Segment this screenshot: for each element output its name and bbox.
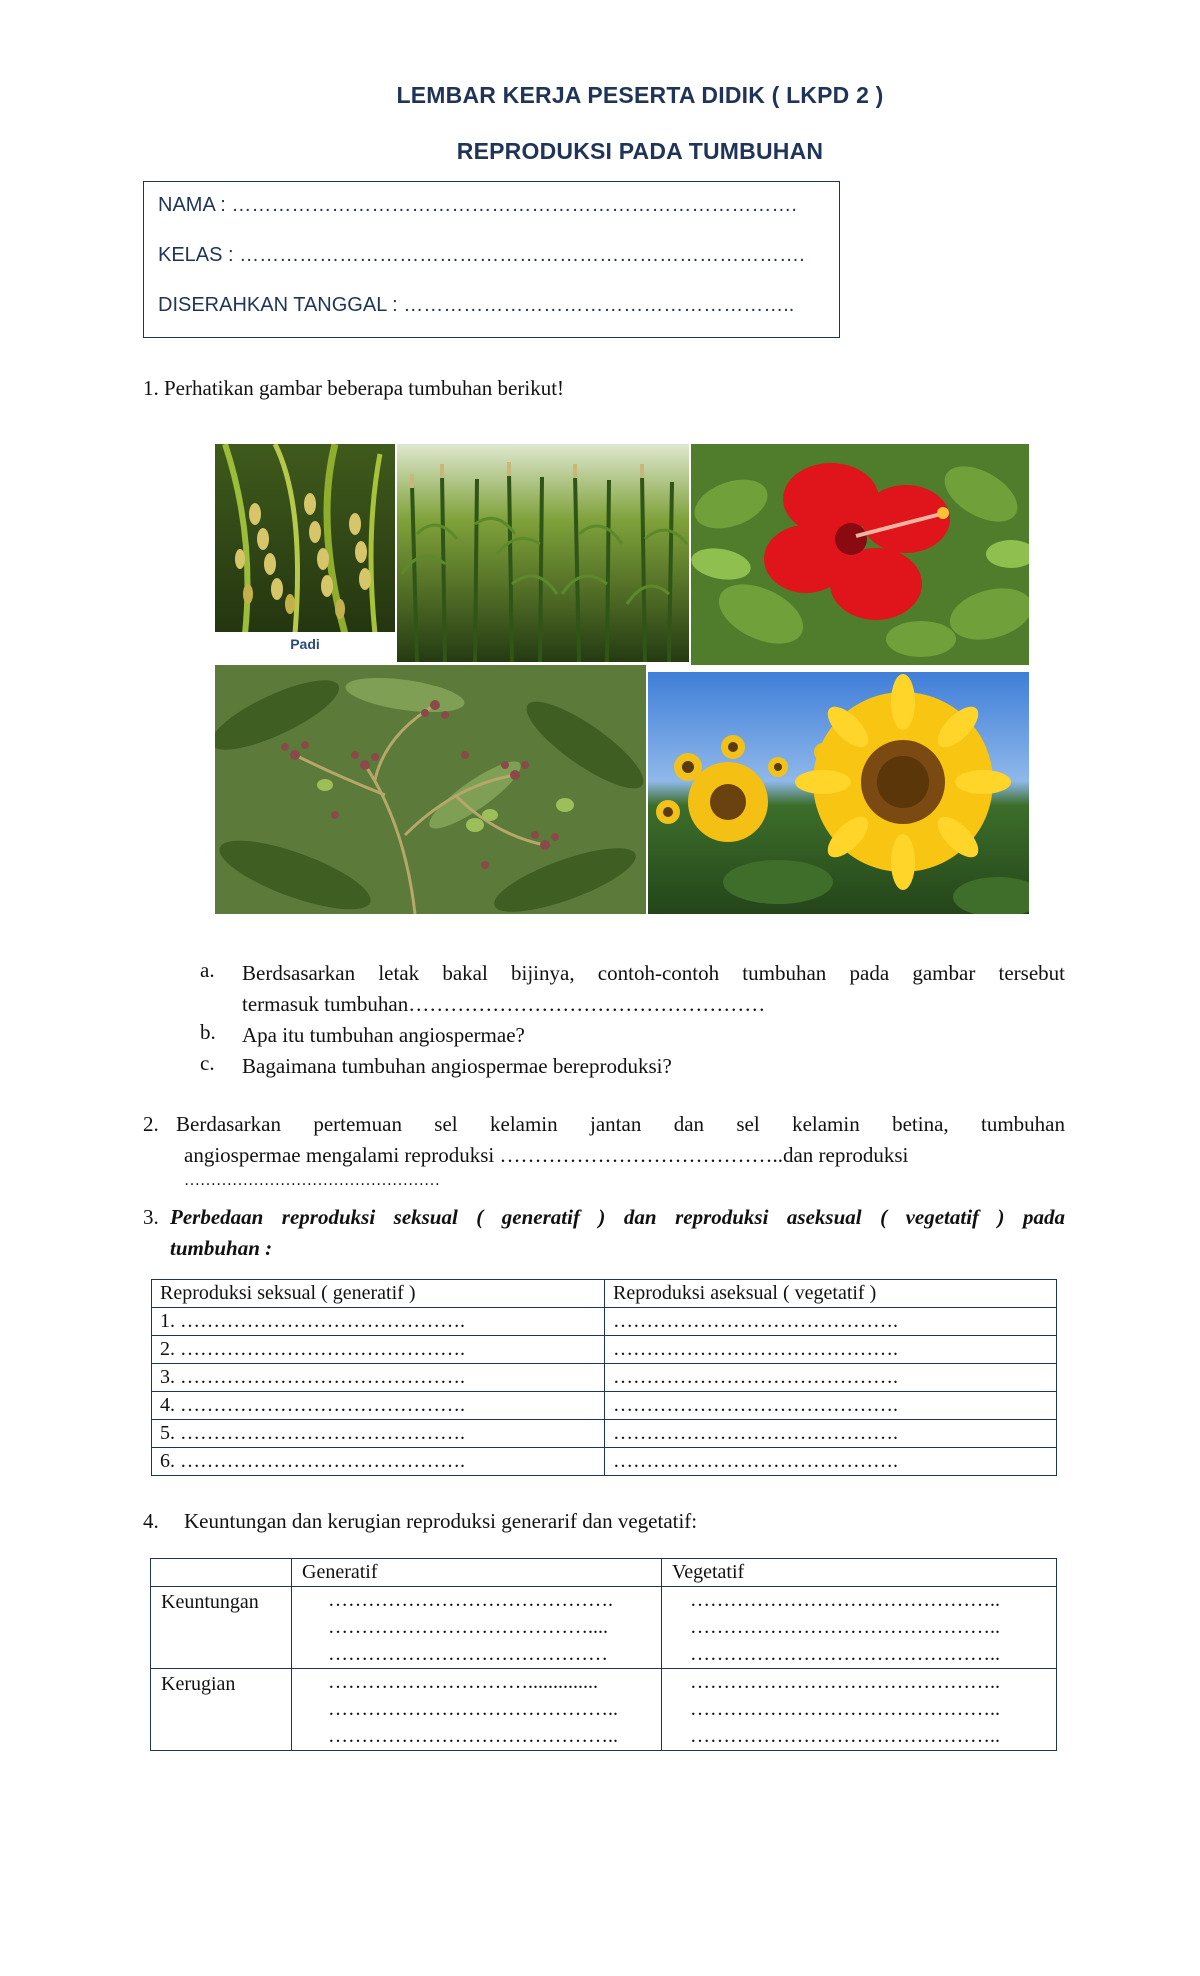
header-empty	[151, 1559, 292, 1587]
question-2-line2: angiospermae mengalami reproduksi …………………………………..dan reproduksi	[184, 1143, 909, 1167]
keuntungan-generatif-cell[interactable]	[292, 1587, 662, 1669]
vegetatif-answer-cell[interactable]: …………………………………….	[605, 1448, 1057, 1476]
worksheet-subtitle: REPRODUKSI PADA TUMBUHAN	[456, 138, 824, 164]
question-1a-label: a.	[200, 958, 215, 982]
keuntungan-vegetatif-cell[interactable]	[662, 1587, 1057, 1669]
worksheet-title: LEMBAR KERJA PESERTA DIDIK ( LKPD 2 )	[396, 82, 884, 108]
hibiscus-flower-photo	[691, 444, 1029, 665]
table-row	[152, 1392, 1057, 1420]
question-1b	[200, 1020, 1065, 1051]
question-4-number: 4.	[143, 1509, 159, 1533]
mango-flower-photo	[215, 665, 646, 914]
question-1c-label: c.	[200, 1051, 215, 1075]
header-generatif: Generatif	[292, 1559, 662, 1587]
header-vegetatif: Reproduksi aseksual ( vegetatif )	[605, 1280, 1057, 1308]
table-row	[152, 1448, 1057, 1476]
answer-line[interactable]: ……………………………………..	[328, 1698, 618, 1720]
question-1	[143, 376, 564, 401]
answer-line[interactable]: ……………………………………	[328, 1643, 608, 1665]
answer-line[interactable]: …………………………..............	[328, 1671, 598, 1693]
generatif-answer-cell[interactable]: 5. …………………………………….	[152, 1420, 605, 1448]
generatif-answer-cell[interactable]: 4. …………………………………….	[152, 1392, 605, 1420]
row-label-kerugian: Kerugian	[151, 1669, 292, 1751]
header-vegetatif: Vegetatif	[662, 1559, 1057, 1587]
vegetatif-answer-cell[interactable]: …………………………………….	[605, 1364, 1057, 1392]
vegetatif-answer-cell[interactable]: …………………………………….	[605, 1420, 1057, 1448]
generatif-answer-cell[interactable]: 6. …………………………………….	[152, 1448, 605, 1476]
identity-box	[143, 181, 840, 338]
answer-line[interactable]: ………………………………………..	[690, 1698, 1000, 1720]
answer-line[interactable]: ………………………………………..	[690, 1616, 1000, 1638]
corn-field-photo	[397, 444, 689, 662]
question-2-number: 2.	[143, 1112, 159, 1136]
answer-line[interactable]: ……………………………………..	[328, 1725, 618, 1747]
question-4-text: Keuntungan dan kerugian reproduksi generarif dan vegetatif:	[184, 1509, 698, 1533]
header-generatif: Reproduksi seksual ( generatif )	[152, 1280, 605, 1308]
table-row-keuntungan	[151, 1587, 1057, 1669]
answer-line[interactable]: ………………………………………..	[690, 1643, 1000, 1665]
question-1a	[200, 958, 1065, 1020]
answer-line[interactable]: ………………………………………..	[690, 1589, 1000, 1611]
question-1b-label: b.	[200, 1020, 216, 1044]
generatif-answer-cell[interactable]: 1. …………………………………….	[152, 1308, 605, 1336]
table-row	[152, 1336, 1057, 1364]
question-1c-text: Bagaimana tumbuhan angiospermae bereproduksi?	[242, 1054, 672, 1078]
table-row	[152, 1308, 1057, 1336]
nama-field[interactable]: NAMA : ………………………………………………………………………….	[158, 194, 797, 216]
question-1-number: 1.	[143, 376, 159, 400]
rice-caption: Padi	[290, 636, 320, 652]
answer-line[interactable]: ………………………………………..	[690, 1725, 1000, 1747]
vegetatif-answer-cell[interactable]: …………………………………….	[605, 1392, 1057, 1420]
question-1b-text: Apa itu tumbuhan angiospermae?	[242, 1023, 525, 1047]
question-2-line1: Berdasarkan pertemuan sel kelamin jantan dan sel kelamin betina, tumbuhan	[176, 1112, 1065, 1136]
kerugian-generatif-cell[interactable]	[292, 1669, 662, 1751]
question-3-line1: Perbedaan reproduksi seksual ( generatif ) dan reproduksi aseksual ( vegetatif ) pada	[170, 1205, 1065, 1229]
rice-plant-photo	[215, 444, 395, 662]
table-row-kerugian	[151, 1669, 1057, 1751]
question-1c	[200, 1051, 1065, 1082]
answer-line[interactable]: ………………………………………..	[690, 1671, 1000, 1693]
advantages-disadvantages-table	[150, 1558, 1057, 1751]
reproduction-comparison-table	[151, 1279, 1057, 1476]
question-3-line2: tumbuhan :	[170, 1236, 273, 1260]
kerugian-vegetatif-cell[interactable]	[662, 1669, 1057, 1751]
answer-line[interactable]: …………………………………....	[328, 1616, 608, 1638]
kelas-field[interactable]: KELAS : ………………………………………………………………………….	[158, 244, 805, 266]
sunflower-photo	[648, 672, 1029, 914]
vegetatif-answer-cell[interactable]: …………………………………….	[605, 1308, 1057, 1336]
table-header-row	[151, 1559, 1057, 1587]
table-header-row	[152, 1280, 1057, 1308]
tanggal-field[interactable]: DISERAHKAN TANGGAL : …………………………………………………..	[158, 294, 795, 316]
question-2-line3: …………………………………………	[184, 1172, 440, 1189]
table-row	[152, 1364, 1057, 1392]
answer-line[interactable]: …………………………………….	[328, 1589, 613, 1611]
generatif-answer-cell[interactable]: 2. …………………………………….	[152, 1336, 605, 1364]
question-1-text: Perhatikan gambar beberapa tumbuhan berikut!	[164, 376, 565, 400]
question-3-number: 3.	[143, 1205, 159, 1229]
question-1a-line2: termasuk tumbuhan……………………………………………	[242, 992, 766, 1016]
question-1a-line1: Berdsasarkan letak bakal bijinya, contoh-contoh tumbuhan pada gambar tersebut	[242, 961, 1065, 985]
table-row	[152, 1420, 1057, 1448]
vegetatif-answer-cell[interactable]: …………………………………….	[605, 1336, 1057, 1364]
row-label-keuntungan: Keuntungan	[151, 1587, 292, 1669]
generatif-answer-cell[interactable]: 3. …………………………………….	[152, 1364, 605, 1392]
